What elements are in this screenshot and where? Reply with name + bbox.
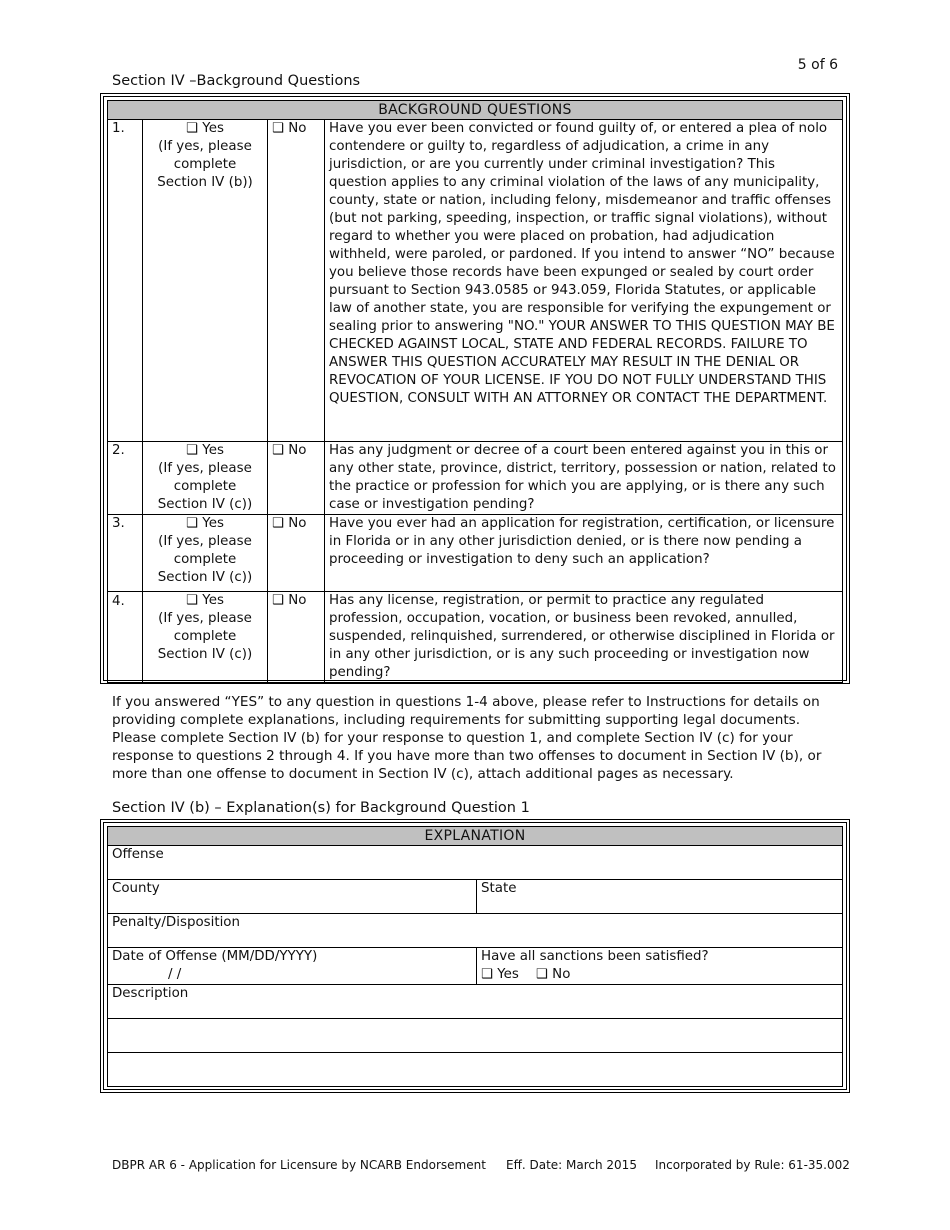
yes-note: (If yes, please complete Section IV (c)) (157, 611, 253, 662)
page-number: 5 of 6 (797, 57, 838, 73)
date-slashes: / / (168, 967, 182, 982)
county-field[interactable] (108, 880, 477, 914)
sanctions-field (477, 948, 843, 985)
yes-option[interactable] (143, 515, 268, 592)
description-label: Description (112, 986, 189, 1001)
no-checkbox[interactable]: ❑ No (268, 442, 325, 515)
date-of-offense-field[interactable] (108, 948, 477, 985)
sanctions-label: Have all sanctions been satisfied? (481, 949, 709, 964)
footer-rule: Incorporated by Rule: 61-35.002 (655, 1158, 850, 1172)
question-number: 1. (108, 120, 143, 442)
state-label: State (481, 881, 517, 896)
offense-field[interactable] (108, 846, 843, 880)
description-line[interactable] (108, 1053, 843, 1087)
yes-option[interactable] (143, 442, 268, 515)
yes-option[interactable] (143, 120, 268, 442)
question-number: 3. (108, 515, 143, 592)
section-ivb-title: Section IV (b) – Explanation(s) for Background Question 1 (112, 800, 530, 816)
question-text: Has any license, registration, or permit to practice any regulated profession, occupation, vocation, or business been revoked, annulled, suspended, relinquished, surrendered, or otherwise disciplined in Florida or in any other jurisdiction, or is any such proceeding or investigation now pending? (325, 592, 843, 683)
yes-checkbox[interactable]: ❑ Yes (186, 593, 224, 608)
instructions-paragraph: If you answered “YES” to any question in questions 1-4 above, please refer to Instructions for details on providing complete explanations, including requirements for submitting supporting legal documents. Please complete Section IV (b) for your response to question 1, and complete Section IV (c) for your response to questions 2 through 4. If you have more than two offenses to document in Section IV (b), or more than one offense to document in Section IV (c), attach additional pages as necessary. (112, 694, 822, 782)
description-field[interactable] (108, 985, 843, 1019)
sanctions-no-checkbox[interactable]: ❑ No (535, 967, 571, 982)
offense-label: Offense (112, 847, 164, 862)
yes-checkbox[interactable]: ❑ Yes (186, 121, 224, 136)
footer-form-name: DBPR AR 6 - Application for Licensure by NCARB Endorsement (112, 1158, 486, 1172)
yes-checkbox[interactable]: ❑ Yes (186, 443, 224, 458)
sanctions-yes-checkbox[interactable]: ❑ Yes (481, 967, 519, 982)
yes-note: (If yes, please complete Section IV (c)) (157, 534, 253, 585)
yes-note: (If yes, please complete Section IV (b)) (157, 139, 253, 190)
no-checkbox[interactable]: ❑ No (268, 592, 325, 683)
question-row-2 (108, 442, 843, 515)
question-row-3 (108, 515, 843, 592)
question-text: Have you ever been convicted or found guilty of, or entered a plea of nolo contendere or guilty to, regardless of adjudication, a crime in any jurisdiction, or are you currently under criminal investigation? This question applies to any criminal violation of the laws of any municipality, county, state or nation, including felony, misdemeanor and traffic offenses (but not parking, speeding, inspection, or traffic signal violations), without regard to whether you were placed on probation, had adjudication withheld, were paroled, or pardoned. If you intend to answer “NO” because you believe those records have been expunged or sealed by court order pursuant to Section 943.0585 or 943.059, Florida Statutes, or applicable law of another state, you are responsible for verifying the expungement or sealing prior to answering "NO." YOUR ANSWER TO THIS QUESTION MAY BE CHECKED AGAINST LOCAL, STATE AND FEDERAL RECORDS. FAILURE TO ANSWER THIS QUESTION ACCURATELY MAY RESULT IN THE DENIAL OR REVOCATION OF YOUR LICENSE. IF YOU DO NOT FULLY UNDERSTAND THIS QUESTION, CONSULT WITH AN ATTORNEY OR CONTACT THE DEPARTMENT. (325, 120, 843, 442)
question-text: Has any judgment or decree of a court been entered against you in this or any other state, province, district, territory, possession or nation, related to the practice or profession for which you are applying, or is there any such case or investigation pending? (325, 442, 843, 515)
yes-checkbox[interactable]: ❑ Yes (186, 516, 224, 531)
date-label: Date of Offense (MM/DD/YYYY) (112, 949, 318, 964)
state-field[interactable] (477, 880, 843, 914)
question-number: 2. (108, 442, 143, 515)
question-row-4 (108, 592, 843, 683)
table-header: EXPLANATION (108, 827, 843, 846)
yes-option[interactable] (143, 592, 268, 683)
no-checkbox[interactable]: ❑ No (268, 515, 325, 592)
description-line[interactable] (108, 1019, 843, 1053)
question-row-1 (108, 120, 843, 442)
explanation-table (100, 819, 850, 1093)
no-checkbox[interactable]: ❑ No (268, 120, 325, 442)
question-number: 4. (108, 592, 143, 683)
section-iv-title: Section IV –Background Questions (112, 73, 361, 89)
yes-note: (If yes, please complete Section IV (c)) (157, 461, 253, 512)
county-label: County (112, 881, 160, 896)
background-questions-table (100, 93, 850, 684)
footer-effective-date: Eff. Date: March 2015 (506, 1158, 637, 1172)
question-text: Have you ever had an application for registration, certification, or licensure in Florida or in any other jurisdiction denied, or is there now pending a proceeding or investigation to deny such an application? (325, 515, 843, 592)
penalty-field[interactable] (108, 914, 843, 948)
table-header: BACKGROUND QUESTIONS (108, 101, 843, 120)
penalty-label: Penalty/Disposition (112, 915, 240, 930)
